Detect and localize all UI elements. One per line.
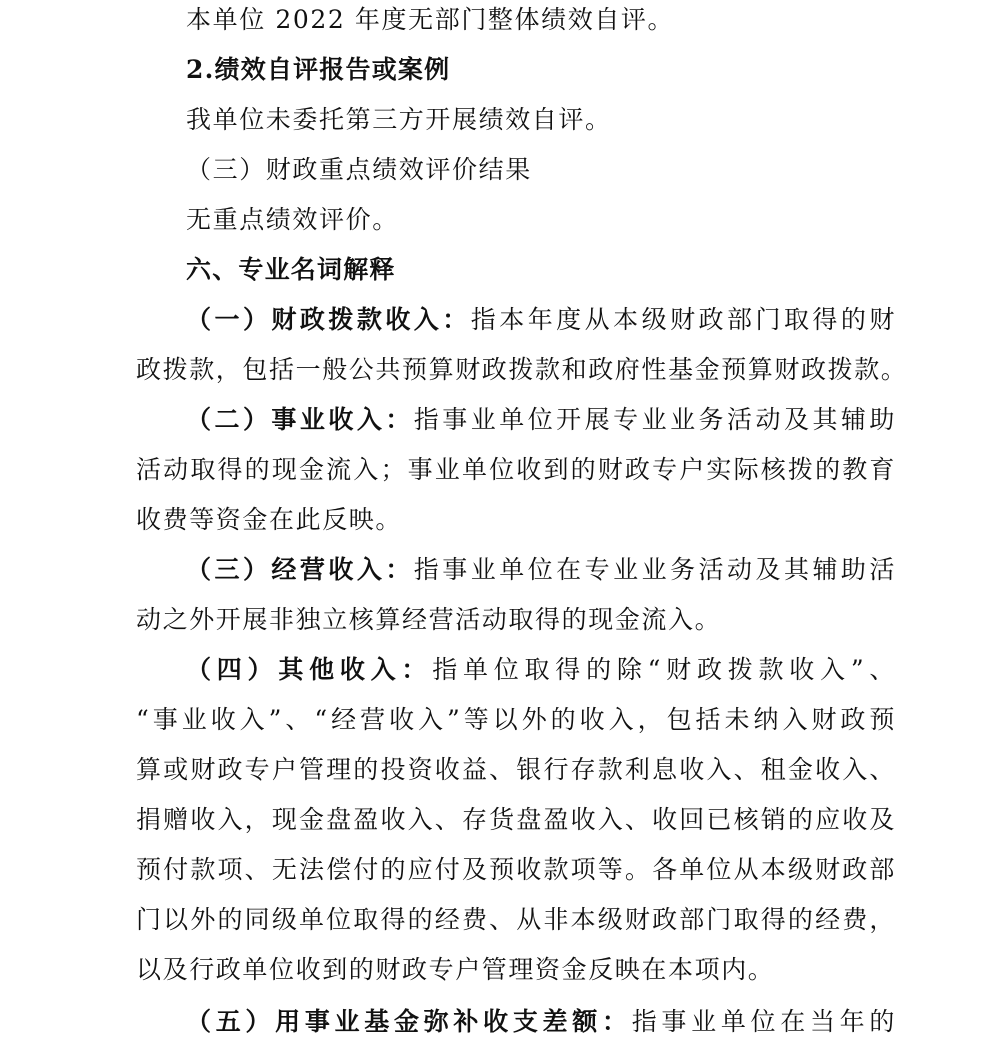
paragraph-line: 以及行政单位收到的财政专户管理资金反映在本项内。 xyxy=(136,955,775,984)
term-label: （一）财政拨款收入： xyxy=(186,305,471,334)
paragraph-line: 算或财政专户管理的投资收益、银行存款利息收入、租金收入、 xyxy=(136,755,896,784)
paragraph-line: “事业收入”、“经营收入”等以外的收入，包括未纳入财政预 xyxy=(136,705,896,734)
section-heading: 2.绩效自评报告或案例 xyxy=(186,55,451,84)
paragraph-line: 无重点绩效评价。 xyxy=(186,205,399,234)
paragraph-line: 预付款项、无法偿付的应付及预收款项等。各单位从本级财政部 xyxy=(136,855,896,884)
paragraph-line: 政拨款，包括一般公共预算财政拨款和政府性基金预算财政拨款。 xyxy=(136,355,908,384)
definition-text: 指事业单位在当年的 xyxy=(631,1007,896,1036)
term-label: （四）其他收入： xyxy=(186,655,433,684)
term-definition-line xyxy=(186,300,896,340)
term-definition-line xyxy=(186,650,896,690)
paragraph-line: 收费等资金在此反映。 xyxy=(136,505,403,534)
definition-text: 指事业单位在专业业务活动及其辅助活 xyxy=(413,555,896,584)
paragraph-line: 本单位 2022 年度无部门整体绩效自评。 xyxy=(186,5,675,34)
paragraph-line: 活动取得的现金流入；事业单位收到的财政专户实际核拨的教育 xyxy=(136,455,896,484)
term-definition-line xyxy=(186,1002,896,1042)
term-label: （二）事业收入： xyxy=(186,405,414,434)
term-definition-line xyxy=(186,550,896,590)
paragraph-line: 动之外开展非独立核算经营活动取得的现金流入。 xyxy=(136,605,722,634)
term-label: （三）经营收入： xyxy=(186,555,414,584)
paragraph-line: 捐赠收入，现金盘盈收入、存货盘盈收入、收回已核销的应收及 xyxy=(136,805,896,834)
paragraph-line: 我单位未委托第三方开展绩效自评。 xyxy=(186,105,612,134)
term-definition-line xyxy=(186,400,896,440)
paragraph-line: 门以外的同级单位取得的经费、从非本级财政部门取得的经费， xyxy=(136,905,896,934)
definition-text: 指事业单位开展专业业务活动及其辅助 xyxy=(413,405,896,434)
term-label: （五）用事业基金弥补收支差额： xyxy=(186,1007,632,1036)
definition-text: 指单位取得的除“财政拨款收入”、 xyxy=(432,655,896,684)
subsection-heading: （三）财政重点绩效评价结果 xyxy=(186,155,532,184)
section-heading: 六、专业名词解释 xyxy=(186,255,396,284)
definition-text: 指本年度从本级财政部门取得的财 xyxy=(470,305,896,334)
